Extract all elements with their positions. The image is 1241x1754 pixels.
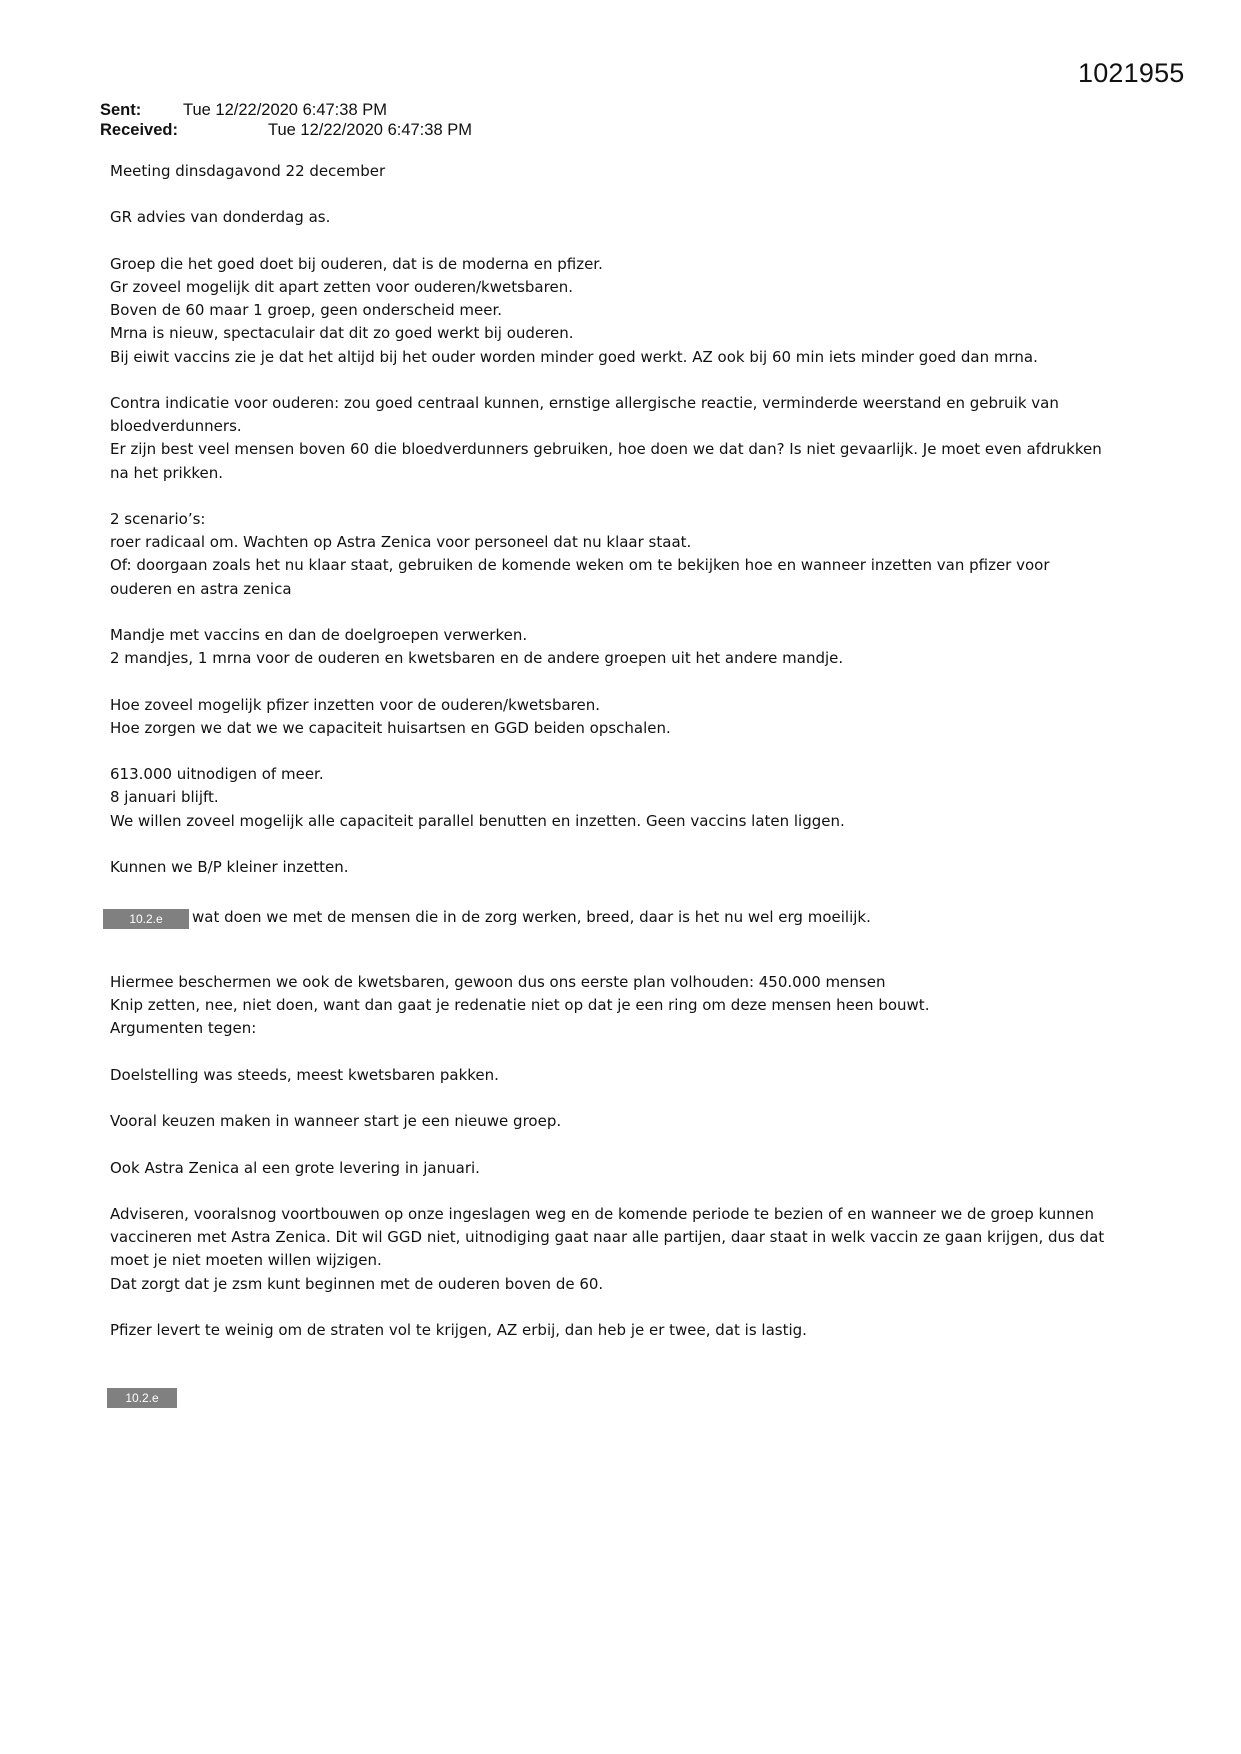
paragraph-pfizer-levert: Pfizer levert te weinig om de straten vol te krijgen, AZ erbij, dan heb je er twee, dat is lastig. (110, 1320, 807, 1339)
paragraph-zorg-werken: wat doen we met de mensen die in de zorg werken, breed, daar is het nu wel erg moeilijk. (192, 908, 871, 926)
text-line: Hoe zorgen we dat we we capaciteit huisartsen en GGD beiden opschalen. (110, 718, 671, 737)
text-line: 8 januari blijft. (110, 788, 219, 807)
text-line: 2 scenario’s: (110, 509, 206, 528)
text-line: Gr zoveel mogelijk dit apart zetten voor ouderen/kwetsbaren. (110, 277, 573, 296)
redaction-box-bottom: 10.2.e (107, 1388, 177, 1408)
paragraph-bp-kleiner: Kunnen we B/P kleiner inzetten. (110, 857, 349, 876)
text-line: Mrna is nieuw, spectaculair dat dit zo goed werkt bij ouderen. (110, 324, 574, 343)
paragraph-adviseren (110, 1203, 1150, 1296)
paragraph-beschermen (110, 971, 1150, 1041)
text-line: Contra indicatie voor ouderen: zou goed centraal kunnen, ernstige allergische reactie, verminderde weerstand en gebruik van (110, 393, 1059, 412)
text-line: Groep die het goed doet bij ouderen, dat is de moderna en pfizer. (110, 254, 603, 273)
paragraph-groep (110, 253, 1150, 369)
text-line: Of: doorgaan zoals het nu klaar staat, gebruiken de komende weken om te bekijken hoe en wanneer inzetten van pfizer voor (110, 556, 1050, 575)
text-line: 613.000 uitnodigen of meer. (110, 765, 324, 784)
paragraph-uitnodigen (110, 763, 1150, 833)
received-value: Tue 12/22/2020 6:47:38 PM (268, 121, 472, 139)
text-line: Hoe zoveel mogelijk pfizer inzetten voor de ouderen/kwetsbaren. (110, 695, 600, 714)
received-label: Received: (100, 121, 178, 139)
text-line: Boven de 60 maar 1 groep, geen onderscheid meer. (110, 301, 503, 320)
text-line: Mandje met vaccins en dan de doelgroepen verwerken. (110, 625, 528, 644)
text-line: We willen zoveel mogelijk alle capaciteit parallel benutten en inzetten. Geen vaccins laten liggen. (110, 811, 845, 830)
paragraph-levering: Ook Astra Zenica al een grote levering in januari. (110, 1158, 480, 1177)
paragraph-mandje (110, 624, 1150, 670)
email-body (110, 160, 1150, 902)
sent-label: Sent: (100, 101, 142, 119)
email-body-continued (110, 971, 1150, 1365)
paragraph-contra-indicatie (110, 392, 1150, 485)
paragraph-keuzen: Vooral keuzen maken in wanneer start je een nieuwe groep. (110, 1112, 562, 1131)
text-line: roer radicaal om. Wachten op Astra Zenica voor personeel dat nu klaar staat. (110, 533, 692, 552)
text-line: Er zijn best veel mensen boven 60 die bloedverdunners gebruiken, hoe doen we dat dan? Is niet gevaarlijk. Je moet even afdrukken (110, 440, 1102, 459)
text-line: na het prikken. (110, 463, 224, 482)
meeting-title: Meeting dinsdagavond 22 december (110, 162, 386, 180)
paragraph-scenarios (110, 508, 1150, 601)
text-line: bloedverdunners. (110, 417, 242, 436)
redaction-box: 10.2.e (103, 909, 189, 929)
sent-value: Tue 12/22/2020 6:47:38 PM (183, 101, 387, 119)
paragraph-doelstelling: Doelstelling was steeds, meest kwetsbaren pakken. (110, 1065, 499, 1084)
text-line: Hiermee beschermen we ook de kwetsbaren, gewoon dus ons eerste plan volhouden: 450.000 mensen (110, 973, 886, 991)
text-line: vaccineren met Astra Zenica. Dit wil GGD niet, uitnodiging gaat naar alle partijen, daar staat in welk vaccin ze gaan krijgen, dus dat (110, 1228, 1105, 1247)
text-line: 2 mandjes, 1 mrna voor de ouderen en kwetsbaren en de andere groepen uit het andere mandje. (110, 649, 844, 668)
text-line: Argumenten tegen: (110, 1019, 257, 1038)
paragraph-hoe-zoveel (110, 694, 1150, 740)
text-line: Dat zorgt dat je zsm kunt beginnen met de ouderen boven de 60. (110, 1274, 604, 1293)
paragraph-gr-advies: GR advies van donderdag as. (110, 208, 331, 227)
text-line: Bij eiwit vaccins zie je dat het altijd bij het ouder worden minder goed werkt. AZ ook bij 60 min iets minder goed dan mrna. (110, 347, 1038, 366)
text-line: ouderen en astra zenica (110, 579, 292, 598)
text-line: moet je niet moeten willen wijzigen. (110, 1251, 382, 1270)
text-line: Adviseren, vooralsnog voortbouwen op onze ingeslagen weg en de komende periode te bezien of en wanneer we de groep kunnen (110, 1204, 1095, 1223)
text-line: Knip zetten, nee, niet doen, want dan gaat je redenatie niet op dat je een ring om deze mensen heen bouwt. (110, 996, 930, 1015)
document-number: 1021955 (1078, 58, 1185, 88)
